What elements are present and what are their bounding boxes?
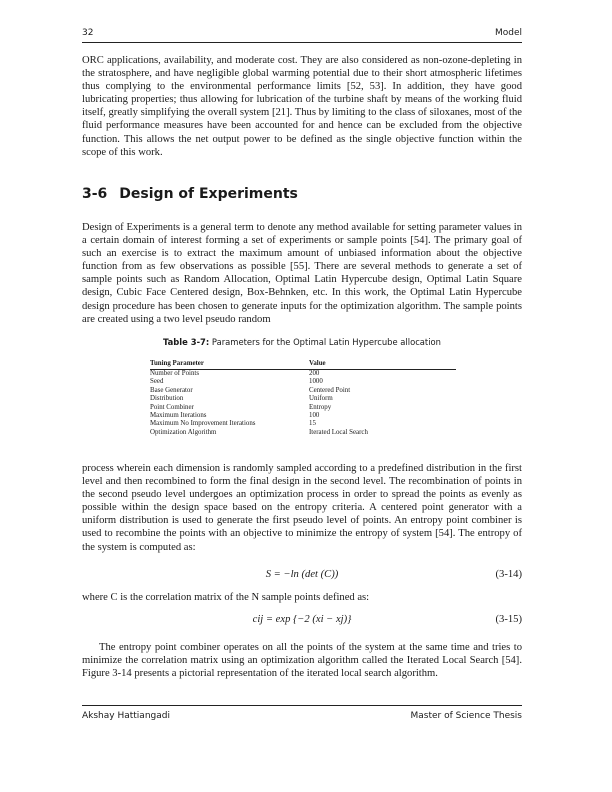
footer-document-title: Master of Science Thesis: [410, 711, 522, 721]
column-header-parameter: Tuning Parameter: [150, 360, 309, 369]
table-row: [150, 395, 456, 403]
value-cell: 100: [309, 411, 320, 419]
equation-number: (3-14): [495, 568, 522, 580]
paragraph-intro: ORC applications, availability, and moderate cost. They are also considered as non-ozone-depleting in the stratosphere, and have negligible global warming potential due to their short atmospheric lifetimes thus complying to the environmental performance limits [52, 53]. In addition, they have good lubricating properties; thus allowing for lubrication of the turbine shaft by means of the working fluid itself, greatly simplifying the overall system [21]. Thus by limiting to the class of siloxanes, most of the fluid performance measures have been accounted for and hence can be excluded from the objective function. This allows the net output power to be defined as the single objective function within the scope of this work.: [82, 55, 522, 158]
parameter-cell: Distribution: [150, 395, 184, 403]
table-caption-label: Table 3-7:: [163, 337, 210, 347]
header-rule: [82, 42, 522, 43]
section-title: Design of Experiments: [119, 186, 298, 202]
table-row: [150, 387, 456, 395]
table-header-row: [150, 360, 456, 369]
table-row: [150, 378, 456, 386]
table-caption-text: Parameters for the Optimal Latin Hypercube allocation: [211, 337, 441, 347]
thesis-page: [82, 0, 522, 792]
page-header: [82, 26, 522, 40]
table-caption: [82, 337, 522, 347]
page-footer: [82, 709, 522, 723]
equation-correlation: [82, 612, 522, 626]
value-cell: 1000: [309, 378, 323, 386]
page-number: 32: [82, 28, 94, 38]
parameter-cell: Maximum No Improvement Iterations: [150, 420, 256, 428]
paragraph-where: where C is the correlation matrix of the N sample points defined as:: [82, 592, 370, 603]
value-cell: Entropy: [309, 403, 332, 411]
equation-expression: cij = exp {−2 (xi − xj)}: [252, 613, 352, 625]
value-cell: Uniform: [309, 395, 333, 403]
footer-rule: [82, 705, 522, 706]
equation-expression: S = −ln (det (C)): [265, 568, 339, 580]
paragraph-process: process wherein each dimension is randomly sampled according to a predefined distribution in the first level and then recombined to form the final design in the second level. The recombination of points in the second pseudo level undergoes an optimization process in order to spread the points as evenly as possible within the design space based on the entropy criteria. A centered point generator with a uniform distribution is used to generate the first pseudo level of points. An entropy point combiner is used to recombine the points with an objective to minimize the entropy of system [54]. The entropy of the system is computed as:: [82, 463, 522, 553]
parameter-cell: Optimization Algorithm: [150, 428, 217, 436]
paragraph-entropy-combiner: The entropy point combiner operates on all the points of the system at the same time and tries to minimize the correlation matrix using an optimization algorithm called the Iterated Local Search [54]. Figure 3-14 presents a pictorial representation of the iterated local search algorithm.: [82, 642, 522, 680]
equation-number: (3-15): [495, 613, 522, 625]
value-cell: 200: [309, 369, 320, 377]
table-row: [150, 369, 456, 378]
section-heading: [82, 186, 298, 202]
column-header-value: Value: [309, 360, 456, 369]
footer-author: Akshay Hattiangadi: [82, 711, 170, 721]
table-row: [150, 412, 456, 420]
value-cell: 15: [309, 420, 316, 428]
table-row: [150, 404, 456, 412]
parameter-cell: Seed: [150, 378, 164, 386]
equation-entropy: [82, 567, 522, 581]
value-cell: Iterated Local Search: [309, 428, 368, 436]
running-chapter-title: Model: [494, 28, 522, 38]
paragraph-design-of-experiments: Design of Experiments is a general term to denote any method available for setting parameter values in a certain domain of interest forming a set of experiments or sample points [54]. The primary goal of such an exercise is to extract the maximum amount of unbiased information about the objective function from as few observations as possible [55]. There are several methods to generate a set of sample points such as Random Allocation, Optimal Latin Hypercube design, Optimal Latin Square design, Cubic Face Centered design, Box-Behnken, etc. In this work, the Optimal Latin Hypercube design procedure has been chosen to generate inputs for the optimization algorithm. The sample points are created using a two level pseudo random: [82, 222, 522, 325]
value-cell: Centered Point: [309, 386, 351, 394]
section-number: 3-6: [82, 186, 108, 202]
parameters-table: [150, 360, 456, 437]
table-row: [150, 429, 456, 437]
table-row: [150, 420, 456, 428]
parameter-cell: Number of Points: [150, 369, 199, 377]
parameter-cell: Maximum Iterations: [150, 411, 207, 419]
parameter-cell: Base Generator: [150, 386, 193, 394]
parameter-cell: Point Combiner: [150, 403, 194, 411]
